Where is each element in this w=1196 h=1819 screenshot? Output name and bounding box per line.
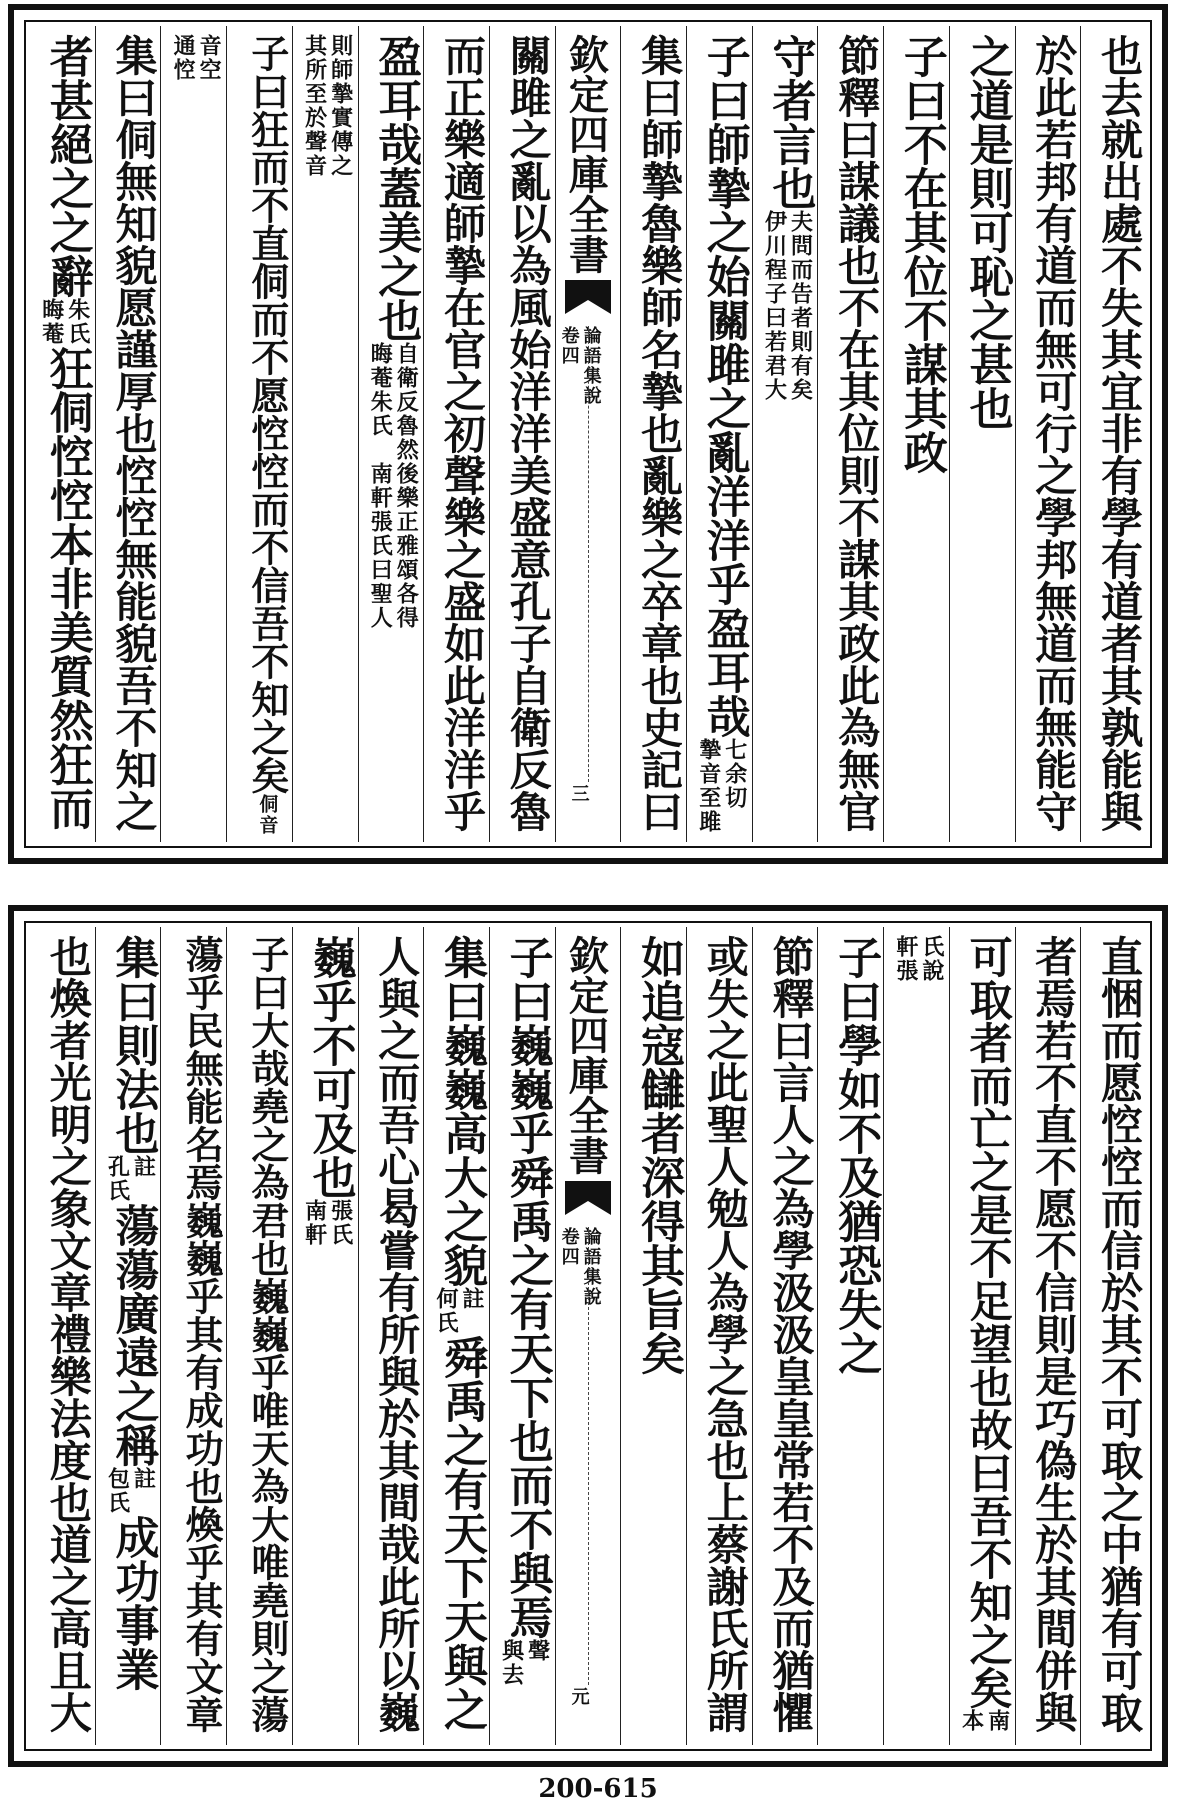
annotation-note: 張氏: [327, 1199, 354, 1247]
text-column: [883, 927, 949, 1745]
text-column: [423, 26, 489, 842]
annotation-note: 南軒: [301, 1199, 328, 1247]
center-divider: [588, 1227, 589, 1685]
column-text: [38, 34, 93, 830]
annotation-note: 音空: [196, 34, 223, 82]
column-text: [895, 34, 947, 474]
annotation-note: 晦菴朱氏 南軒張氏曰聖人: [367, 342, 394, 630]
column-text: [432, 935, 487, 1731]
bottom-page-columns: [30, 927, 1146, 1745]
main-text: 於此若邦有道而無可行之學邦無道而無能守: [1029, 34, 1079, 832]
annotation-note: 其所至於聲音: [301, 34, 328, 178]
main-text: 關雎之亂以為風始洋洋美盛意孔子自衛反魯: [503, 34, 553, 832]
main-text: 者甚絕之之辭: [41, 34, 93, 298]
text-column: [160, 927, 226, 1745]
annotation-note: 自衛反魯然後樂正雅頌各得: [393, 342, 420, 630]
column-text: [179, 935, 225, 1733]
annotation-note: 聲: [524, 1639, 551, 1663]
volume-meta: 論語集說: [580, 326, 602, 406]
fish-tail-mark-icon: [563, 276, 613, 316]
column-text: [1029, 34, 1079, 832]
column-text: [1029, 935, 1079, 1733]
pronunciation-note: 侗音: [256, 794, 279, 836]
main-text: 守者言也: [764, 34, 816, 210]
annotation-note: 通悾: [170, 34, 197, 82]
column-text: [830, 935, 882, 1375]
book-title: 欽定四庫全書: [562, 935, 610, 1175]
main-text: 也去就出處不失其宜非有學有道者其孰能與: [1095, 34, 1144, 832]
column-text: [633, 935, 685, 1375]
text-column: [292, 26, 358, 842]
main-text: 子曰狂而不直侗而不愿悾悾而不信吾不知之矣: [244, 34, 290, 794]
top-page: [8, 4, 1168, 864]
top-page-columns: [30, 26, 1146, 842]
column-text: [892, 935, 945, 983]
text-column: [949, 927, 1015, 1745]
main-text: 子曰學如不及猶恐失之: [830, 935, 882, 1375]
column-text: [244, 935, 290, 1733]
annotation-note: 伊川程子曰若君大: [761, 210, 788, 402]
column-text: [437, 34, 487, 832]
text-column: [160, 26, 226, 842]
main-text-continued: 成功事業: [107, 1515, 159, 1691]
text-column: [95, 927, 161, 1745]
main-text: 或失之此聖人勉人為學之急也上蔡謝氏所謂: [700, 935, 750, 1733]
column-text: [761, 34, 816, 402]
main-text-continued: 蕩蕩廣遠之稱: [107, 1203, 159, 1467]
main-text: 盈耳哉蓋美之也: [370, 34, 422, 342]
column-text: [961, 34, 1013, 430]
main-text-continued: 狂侗悾悾本非美質然狂而: [41, 346, 93, 830]
fish-tail-mark-icon: [563, 1177, 613, 1217]
column-text: [170, 34, 223, 82]
column-text: [1095, 34, 1144, 832]
main-text: 集曰師摯魯樂師名摯也亂樂之卒章也史記曰: [635, 34, 685, 832]
folio-number: 三: [568, 784, 590, 802]
text-column: [1080, 26, 1146, 842]
text-column: [883, 26, 949, 842]
annotation-note: 南: [984, 1709, 1011, 1733]
text-column: [1015, 927, 1081, 1745]
main-text: 子曰師摯之始關雎之亂洋洋乎盈耳哉: [698, 34, 750, 738]
text-column: [949, 26, 1015, 842]
folio-number: 元: [568, 1687, 590, 1705]
text-column: [686, 26, 752, 842]
text-column: [358, 927, 424, 1745]
column-text: [301, 34, 354, 178]
text-column: [1080, 927, 1146, 1745]
text-column: [226, 927, 292, 1745]
column-text: [498, 935, 553, 1687]
center-title-column: [555, 26, 621, 842]
main-text: 集曰則法也: [107, 935, 159, 1155]
main-text: 者焉若不直不愿不信則是巧偽生於其間併與: [1029, 935, 1079, 1733]
text-column: [1015, 26, 1081, 842]
text-column: [95, 26, 161, 842]
main-text: 人與之而吾心曷嘗有所與於其間哉此所以巍: [372, 935, 422, 1733]
main-text: 而正樂適師摯在官之初聲樂之盛如此洋洋乎: [437, 34, 487, 832]
annotation-note: 與去: [498, 1639, 525, 1687]
annotation-note: 何氏: [432, 1287, 459, 1335]
main-text: 可取者而亡之是不足望也故曰吾不知之矣: [962, 935, 1013, 1709]
column-text: [104, 935, 159, 1691]
column-text: [700, 935, 750, 1733]
annotation-note: 晦菴: [38, 298, 65, 346]
column-text: [367, 34, 422, 630]
text-column: [226, 26, 292, 842]
annotation-note: 註: [130, 1155, 157, 1179]
annotation-note: 孔氏: [104, 1155, 131, 1203]
main-text: 節釋曰謀議也不在其位則不謀其政此為無官: [832, 34, 882, 832]
main-text: 子曰不在其位不謀其政: [895, 34, 947, 474]
column-text: [832, 34, 882, 832]
annotation-note: 摯音至雎: [695, 738, 722, 834]
volume-meta: 卷四: [558, 326, 580, 366]
annotation-note: 包氏: [104, 1467, 131, 1515]
column-text: [1095, 935, 1144, 1733]
column-text: [43, 935, 93, 1733]
annotation-note: 朱氏: [64, 298, 91, 346]
main-text: 之道是則可恥之甚也: [961, 34, 1013, 430]
annotation-note: 本: [958, 1709, 985, 1733]
annotation-note: 七余切: [721, 738, 748, 810]
column-text: [301, 935, 356, 1247]
column-text: [635, 34, 685, 832]
main-text: 也煥者光明之象文章禮樂法度也道之高且大: [43, 935, 93, 1733]
main-text: 巍乎不可及也: [304, 935, 356, 1199]
annotation-note: 氏說: [918, 935, 945, 983]
column-text: [695, 34, 750, 834]
main-text: 集曰巍巍高大之貌: [435, 935, 487, 1287]
text-column: [489, 927, 555, 1745]
main-text-continued: 舜禹之有天下天與之: [435, 1335, 487, 1731]
text-column: [620, 927, 686, 1745]
main-text: 子曰大哉堯之為君也巍巍乎唯天為大唯堯則之蕩: [244, 935, 290, 1733]
bottom-page: [8, 905, 1168, 1767]
column-text: [109, 34, 159, 832]
center-title-column: [555, 927, 621, 1745]
center-divider: [588, 326, 589, 782]
book-title: 欽定四庫全書: [562, 34, 610, 274]
annotation-note: 則師摯實傳之: [327, 34, 354, 178]
text-column: [817, 927, 883, 1745]
page-number: 200-615: [538, 1774, 658, 1804]
text-column: [358, 26, 424, 842]
annotation-note: 註: [130, 1467, 157, 1491]
main-text: 直悃而愿悾悾而信於其不可取之中猶有可取: [1095, 935, 1144, 1733]
main-text: 子曰巍巍乎舜禹之有天下也而不與焉: [501, 935, 553, 1639]
text-column: [423, 927, 489, 1745]
volume-meta: 卷四: [558, 1227, 580, 1267]
annotation-note: 註: [458, 1287, 485, 1311]
text-column: [686, 927, 752, 1745]
volume-meta: 論語集說: [580, 1227, 602, 1307]
column-text: [503, 34, 553, 832]
main-text: 蕩乎民無能名焉巍巍乎其有成功也煥乎其有文章: [179, 935, 225, 1733]
text-column: [30, 927, 95, 1745]
text-column: [30, 26, 95, 842]
text-column: [620, 26, 686, 842]
annotation-note: 軒張: [892, 935, 919, 983]
column-text: [372, 935, 422, 1733]
main-text: 集曰侗無知貌愿謹厚也悾悾無能貌吾不知之: [109, 34, 159, 832]
annotation-note: 夫問而告者則有矣: [787, 210, 814, 402]
text-column: [752, 26, 818, 842]
text-column: [489, 26, 555, 842]
column-text: [958, 935, 1013, 1733]
text-column: [292, 927, 358, 1745]
main-text: 如追寇讎者深得其旨矣: [633, 935, 685, 1375]
text-column: [752, 927, 818, 1745]
text-column: [817, 26, 883, 842]
column-text: [766, 935, 816, 1733]
column-text: [244, 34, 290, 836]
main-text: 節釋曰言人之為學汲汲皇皇常若不及而猶懼: [766, 935, 816, 1733]
